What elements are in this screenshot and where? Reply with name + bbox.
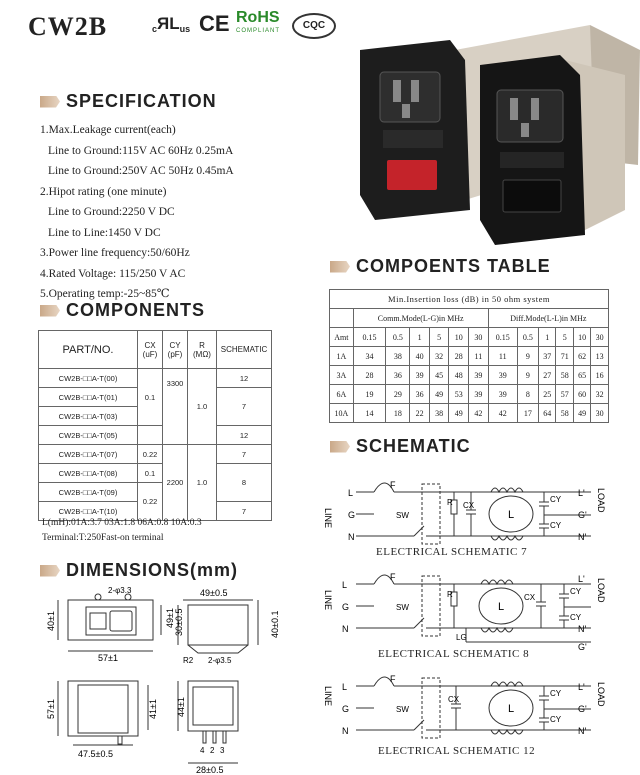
- svg-text:CY: CY: [570, 613, 582, 622]
- spec-line: 4.Rated Voltage: 115/250 V AC: [40, 267, 186, 280]
- svg-text:F: F: [390, 480, 396, 490]
- table-caption: Min.Insertion loss (dB) in 50 ohm system: [330, 290, 609, 309]
- note-inductance: L(mH):01A:3.7 03A:1.8 06A:0.8 10A:0.3: [42, 518, 202, 528]
- model-title: CW2B: [28, 12, 108, 41]
- schematic-heading: SCHEMATIC: [330, 436, 471, 457]
- svg-text:N: N: [348, 532, 355, 542]
- components-table: [38, 330, 272, 521]
- components-notes: [42, 516, 202, 546]
- insertion-loss-table: [329, 289, 609, 423]
- col-schematic: SCHEMATIC: [217, 331, 272, 369]
- table-row: CW2B-□□A-T(03): [39, 407, 272, 426]
- dim-41: 41±1: [148, 699, 158, 719]
- schematic-12-caption: ELECTRICAL SCHEMATIC 12: [378, 745, 536, 757]
- section-badge-icon: [40, 565, 60, 577]
- svg-text:CY: CY: [550, 495, 562, 504]
- svg-text:L: L: [342, 682, 348, 692]
- table-row: 10A 14 18 22 38 49 42 42 17 64 58 49 30: [330, 404, 609, 423]
- svg-text:L: L: [498, 601, 505, 613]
- table-row: 6A 19 29 36 49 53 39 39 8 25 57 60 32: [330, 385, 609, 404]
- svg-text:LOAD: LOAD: [596, 578, 606, 603]
- svg-text:CX: CX: [448, 695, 460, 704]
- svg-text:LINE: LINE: [323, 590, 333, 611]
- svg-text:SW: SW: [396, 705, 409, 714]
- svg-text:N': N': [578, 532, 587, 542]
- svg-text:SW: SW: [396, 511, 409, 520]
- svg-text:G: G: [342, 704, 350, 714]
- dim-49a: 49±0.5: [200, 588, 228, 598]
- table-row: CW2B-□□A-T(05) 12: [39, 426, 272, 445]
- svg-text:CY: CY: [550, 715, 562, 724]
- note-terminal: Terminal:T:250Fast-on terminal: [42, 533, 164, 543]
- svg-text:N': N': [578, 624, 587, 634]
- svg-text:N': N': [578, 726, 587, 736]
- spec-line: 3.Power line frequency:50/60Hz: [40, 247, 190, 259]
- col-cx: CX (uF): [138, 331, 163, 369]
- schematic-8-caption: ELECTRICAL SCHEMATIC 8: [378, 648, 530, 660]
- svg-text:LOAD: LOAD: [596, 682, 606, 707]
- svg-text:CY: CY: [550, 689, 562, 698]
- ce-logo: CE: [199, 11, 230, 36]
- dim-hole2: 2-φ3.5: [208, 656, 232, 665]
- svg-text:L: L: [508, 509, 515, 521]
- section-badge-icon: [40, 305, 60, 317]
- section-badge-icon: [330, 261, 350, 273]
- dim-57v: 57±1: [46, 699, 56, 719]
- svg-text:LINE: LINE: [323, 686, 333, 707]
- table-row: 3A 28 36 39 45 48 39 39 9 27 58 65 16: [330, 366, 609, 385]
- schematic-12: [323, 672, 616, 752]
- col-part: PART/NO.: [39, 331, 138, 369]
- dimensions-heading: DIMENSIONS(mm): [40, 560, 238, 581]
- rohs-logo: RoHS COMPLIANT: [236, 9, 281, 34]
- cqc-logo: CQC: [292, 13, 336, 39]
- freq-row: Amt 0.15 0.5 1 5 10 30 0.15 0.5 1 5 10 30: [330, 328, 609, 347]
- svg-text:G': G': [578, 510, 587, 520]
- table-row: CW2B-□□A-T(08) 0.1 8: [39, 464, 272, 483]
- svg-text:N: N: [342, 726, 349, 736]
- table-row: CW2B-□□A-T(09) 0.22: [39, 483, 272, 502]
- svg-text:G: G: [342, 602, 350, 612]
- load-label: LOAD: [596, 488, 606, 513]
- svg-text:CY: CY: [570, 587, 582, 596]
- svg-text:LG: LG: [456, 633, 467, 642]
- svg-text:L': L': [578, 488, 585, 498]
- svg-text:L': L': [578, 682, 585, 692]
- spec-line: Line to Ground:115V AC 60Hz 0.25mA: [48, 144, 234, 157]
- schematic-7-caption: ELECTRICAL SCHEMATIC 7: [376, 546, 528, 558]
- dim-t2: 2: [210, 746, 215, 755]
- spec-list: [40, 120, 234, 305]
- table-row: CW2B-□□A-T(00) 0.1 3300 1.0 12: [39, 369, 272, 388]
- table-row: CW2B-□□A-T(07) 0.22 2200 1.0 7: [39, 445, 272, 464]
- svg-text:F: F: [390, 572, 396, 582]
- dim-40b: 40±0.1: [270, 610, 280, 638]
- spec-line: Line to Ground:250V AC 50Hz 0.45mA: [48, 165, 234, 177]
- spec-line: Line to Ground:2250 V DC: [48, 206, 175, 218]
- dim-28: 28±0.5: [196, 765, 224, 775]
- svg-text:L: L: [342, 580, 348, 590]
- svg-text:CY: CY: [550, 521, 562, 530]
- section-badge-icon: [330, 441, 350, 453]
- dim-r2: R2: [183, 656, 194, 665]
- spec-line: 1.Max.Leakage current(each): [40, 124, 176, 136]
- diff-mode-header: Diff.Mode(L-L)in MHz: [488, 309, 608, 328]
- spec-line: Line to Line:1450 V DC: [48, 226, 161, 239]
- line-label: LINE: [323, 508, 333, 529]
- svg-text:G: G: [348, 510, 356, 520]
- col-r: R (MΩ): [188, 331, 217, 369]
- dim-30: 30±0.5: [174, 608, 184, 636]
- svg-text:CX: CX: [463, 501, 475, 510]
- dimension-drawings: [38, 585, 288, 773]
- dim-57: 57±1: [98, 653, 118, 663]
- dim-t4: 4: [200, 746, 205, 755]
- comm-mode-header: Comm.Mode(L-G)in MHz: [353, 309, 488, 328]
- ul-logo: cЯLus: [152, 14, 191, 34]
- spec-heading: SPECIFICATION: [40, 91, 217, 112]
- product-photo: [355, 20, 640, 245]
- svg-text:R: R: [447, 498, 453, 507]
- svg-text:F: F: [390, 674, 396, 684]
- section-badge-icon: [40, 96, 60, 108]
- svg-text:CX: CX: [524, 593, 536, 602]
- dim-47: 47.5±0.5: [78, 749, 113, 759]
- col-cy: CY (pF): [163, 331, 188, 369]
- spec-line: 5.Operating temp:-25~85℃: [40, 288, 170, 300]
- svg-text:G': G': [578, 642, 587, 652]
- dim-40: 40±1: [46, 611, 56, 631]
- table-row: CW2B-□□A-T(01) 7: [39, 388, 272, 407]
- svg-text:R: R: [447, 590, 453, 599]
- table-heading: COMPOENTS TABLE: [330, 256, 551, 277]
- dim-44: 44±1: [176, 697, 186, 717]
- spec-line: 2.Hipot rating (one minute): [40, 185, 167, 198]
- svg-text:L: L: [508, 703, 515, 715]
- dim-t3: 3: [220, 746, 225, 755]
- svg-text:L': L': [578, 574, 585, 584]
- schematic-8: [323, 570, 616, 652]
- dim-hole: 2-φ3.3: [108, 586, 132, 595]
- table-row: CW2B-□□A-T(10) 7: [39, 502, 272, 521]
- dim-49: 49±1: [165, 608, 175, 628]
- components-heading: COMPONENTS: [40, 300, 205, 321]
- svg-text:L: L: [348, 488, 354, 498]
- svg-text:SW: SW: [396, 603, 409, 612]
- svg-text:N: N: [342, 624, 349, 634]
- svg-text:G': G': [578, 704, 587, 714]
- table-row: 1A 34 38 40 32 28 11 11 9 37 71 62 13: [330, 347, 609, 366]
